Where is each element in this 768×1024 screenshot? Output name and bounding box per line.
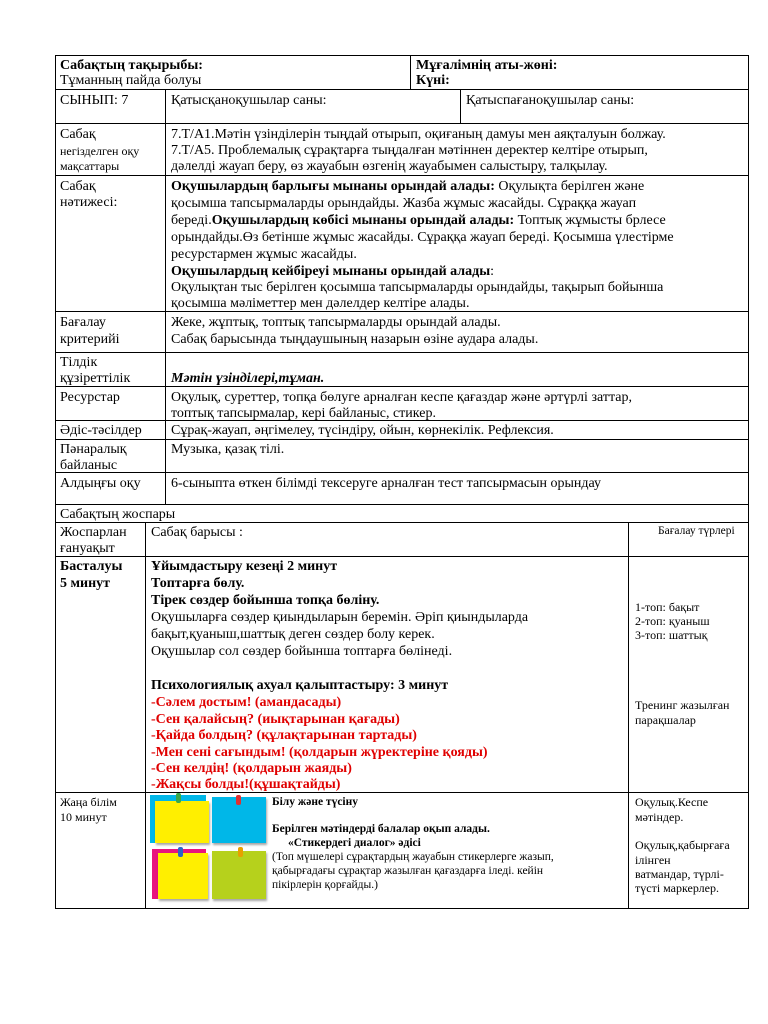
start-time-line1: Басталуы: [60, 559, 123, 574]
outcome-label-line1: Сабақ: [60, 179, 96, 194]
start-time-line2: 5 минут: [60, 576, 111, 591]
greeting-line: -Жақсы болды!(құшақтайды): [151, 777, 341, 792]
interdisciplinary-value: Музыка, қазақ тілі.: [171, 442, 285, 457]
plan-col-time-line2: ғануақыт: [60, 541, 115, 556]
language-label-line2: құзіреттілік: [60, 371, 131, 386]
plan-col-progress: Сабақ барысы :: [151, 525, 243, 540]
resources-line: Оқулық, суреттер, топқа бөлуге арналған кеспе қағаздар және әртүрлі заттар,: [171, 390, 632, 405]
outcome-text-line: қосымша тапсырмаларды орындайды. Жазба жұмыс жасайды. Сұраққа жауап: [171, 196, 637, 211]
assess-training-line: Тренинг жазылған: [635, 698, 730, 712]
outcome-some-colon: :: [490, 264, 495, 279]
goals-line: дәлелді жауап беру, өз жауабын өзгенің жауабымен салыстыру, талқылау.: [171, 159, 608, 174]
pin-icon: [176, 793, 181, 803]
new-assess-line: ілінген: [635, 853, 671, 867]
assess-training-line: парақшалар: [635, 713, 696, 727]
methods-value: Сұрақ-жауап, әңгімелеу, түсіндіру, ойын, көрнекілік. Рефлексия.: [171, 423, 554, 438]
new-assess-line: түсті маркерлер.: [635, 881, 719, 895]
pin-icon: [238, 847, 243, 857]
new-text-line: пікірлерін қорғайды.): [272, 879, 378, 891]
new-assess-line: Оқулық,қабырғаға: [635, 838, 730, 852]
greeting-line: -Сен қалайсың? (иықтарынан қағады): [151, 712, 400, 727]
outcome-text-line: қосымша мәліметтер мен дәлелдер келтіре алады.: [171, 296, 470, 311]
resources-label: Ресурстар: [60, 390, 120, 405]
outcome-most-text: Топтық жұмысты брлесе: [514, 213, 666, 228]
assessment-line: Сабақ барысында тыңдаушының назарын өзіне аудара алады.: [171, 332, 539, 347]
topic-value: Тұманның пайда болуы: [60, 73, 202, 88]
start-group: Топтарға бөлу.: [151, 576, 245, 591]
pin-icon: [236, 795, 241, 805]
outcome-all-end: береді.: [171, 213, 212, 228]
outcome-most-heading: Оқушылардың көбісі мынаны орындай алады:: [211, 213, 515, 228]
new-assess-line: Оқулық.Кеспе: [635, 795, 709, 809]
start-keywords: Тірек сөздер бойынша топқа бөліну.: [151, 593, 380, 608]
prior-value: 6-сыныпта өткен білімді тексеруге арналған тест тапсырмасын орындау: [171, 476, 602, 491]
goals-label-line1: Сабақ: [60, 127, 96, 142]
present-label: Қатысқаноқушылар саны:: [171, 93, 327, 108]
new-time-line1: Жаңа білім: [60, 795, 117, 809]
interdisciplinary-label-line1: Пәнаралық: [60, 442, 127, 457]
start-text-line: Оқушылар сол сөздер бойынша топтарға бөлінеді.: [151, 644, 453, 659]
greeting-line: -Мен сені сағындым! (қолдарын жүректеріне қояды): [151, 745, 488, 760]
outcome-text-line: орындайды.Өз бетінше жұмыс жасайды. Сұраққа жауап береді. Қосымша үлестірме: [171, 230, 674, 245]
goals-line: 7.Т/А5. Проблемалық сұрақтарға тыңдалған мәтіннен деректер келтіре отырып,: [171, 143, 648, 158]
greeting-line: -Қайда болдың? (құлақтарынан тартады): [151, 728, 417, 743]
new-time-line2: 10 минут: [60, 810, 107, 824]
greeting-line: -Сәлем достым! (амандасады): [151, 695, 342, 710]
assessment-label-line2: критерийі: [60, 332, 120, 347]
absent-label: Қатыспағаноқушылар саны:: [466, 93, 635, 108]
start-text-line: бақыт,қуаныш,шаттық деген сөздер болу керек.: [151, 627, 435, 642]
sticky-notes-image: [150, 795, 270, 905]
new-assess-line: ватмандар, түрлі-: [635, 867, 724, 881]
assess-group: 3-топ: шаттық: [635, 628, 708, 642]
psych-heading: Психологиялық ахуал қалыптастыру: 3 минут: [151, 678, 449, 693]
language-value: Мәтін үзінділері,тұман.: [171, 371, 325, 386]
language-label-line1: Тілдік: [60, 355, 98, 370]
outcome-all-text: Оқулықта берілген және: [494, 179, 645, 194]
resources-line: топтық тапсырмалар, кері байланыс, стикер.: [171, 406, 436, 421]
plan-col-assess: Бағалау түрлері: [658, 525, 735, 537]
teacher-label: Мұғалімнің аты-жөні:: [416, 58, 558, 73]
outcome-some-heading: Оқушылардың кейбіреуі мынаны орындай алады: [171, 264, 491, 279]
new-text-line: қабырғадағы сұрақтар жазылған қағаздарға іледі. кейін: [272, 865, 544, 877]
new-text-line: (Топ мүшелері сұрақтардың жауабын стикерлерге жазып,: [272, 851, 554, 863]
new-text-line: Берілген мәтіндерді балалар оқып алады.: [272, 823, 490, 835]
assess-group: 2-топ: қуаныш: [635, 614, 710, 628]
new-method: «Стикердегі диалог» әдісі: [288, 837, 421, 849]
pin-icon: [178, 847, 183, 857]
assess-group: 1-топ: бақыт: [635, 600, 700, 614]
new-heading: Білу және түсіну: [272, 796, 358, 808]
interdisciplinary-label-line2: байланыс: [60, 458, 118, 473]
assessment-line: Жеке, жұптық, топтық тапсырмаларды орындай алады.: [171, 315, 501, 330]
goals-line: 7.Т/А1.Мәтін үзінділерін тыңдай отырып, оқиғаның дамуы мен аяқталуын болжау.: [171, 127, 666, 142]
outcome-label-line2: нәтижесі:: [60, 195, 118, 210]
greeting-line: -Сен келдің! (қолдарын жаяды): [151, 761, 352, 776]
assessment-label-line1: Бағалау: [60, 315, 106, 330]
sticky-note-lime: [212, 851, 266, 899]
class-label: СЫНЫП: 7: [60, 93, 129, 108]
start-org: Ұйымдастыру кезеңі 2 минут: [151, 559, 338, 574]
goals-label-line3: мақсаттары: [60, 159, 120, 173]
plan-col-time-line1: Жоспарлан: [60, 525, 127, 540]
start-text-line: Оқушыларға сөздер қиындыларын беремін. Әріп қиындыларда: [151, 610, 529, 625]
outcome-most-line: [171, 212, 666, 229]
outcome-text-line: ресурстармен жұмыс жасайды.: [171, 247, 357, 262]
outcome-text-line: Оқулықтан тыс берілген қосымша тапсырмаларды орындайды, тақырып бойынша: [171, 280, 664, 295]
methods-label: Әдіс-тәсілдер: [60, 423, 142, 438]
sticky-note-yellow-bottom: [158, 853, 208, 899]
plan-title: Сабақтың жоспары: [60, 507, 176, 522]
prior-label: Алдыңғы оқу: [60, 476, 141, 491]
outcome-all-heading: Оқушылардың барлығы мынаны орындай алады:: [171, 179, 495, 194]
outcome-some-line: [171, 263, 494, 280]
goals-label-line2: негізделген оқу: [60, 144, 140, 158]
sticky-note-yellow: [155, 801, 209, 843]
date-label: Күні:: [416, 73, 450, 88]
topic-label: Сабақтың тақырыбы:: [60, 58, 203, 73]
outcome-all-line: [171, 178, 644, 195]
new-assess-line: мәтіндер.: [635, 810, 684, 824]
